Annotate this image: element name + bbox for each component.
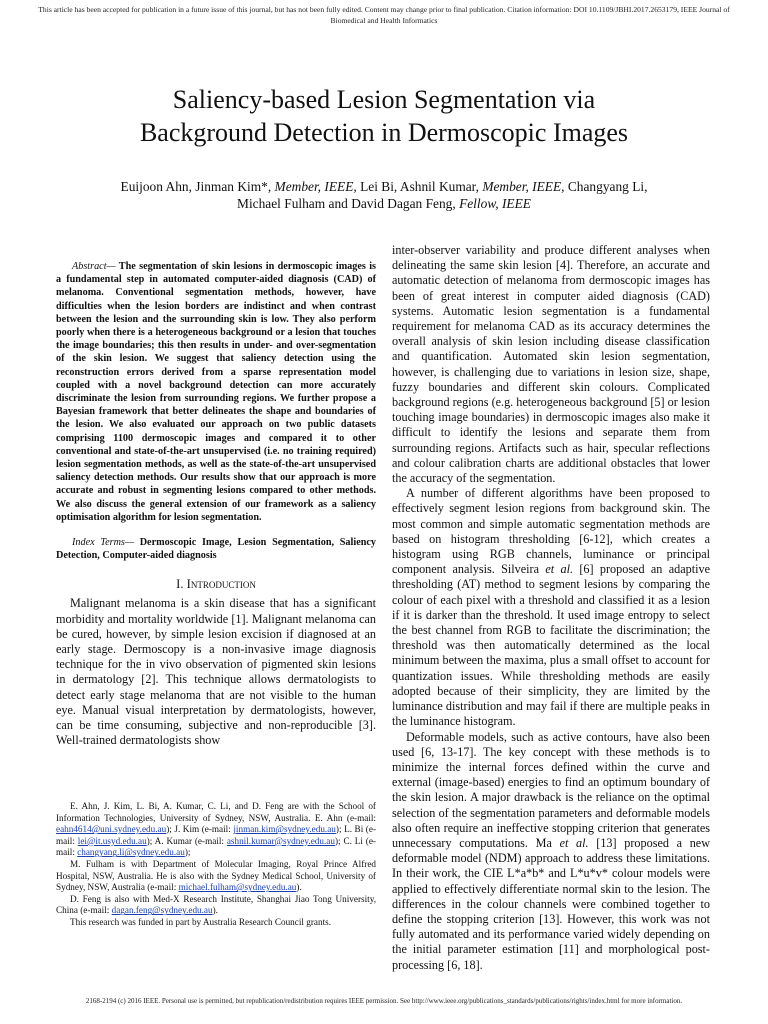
authors-text-2: Lei Bi, Ashnil Kumar, (360, 179, 479, 194)
abstract (56, 260, 376, 524)
left-column (56, 260, 376, 749)
abstract-label: Abstract— (72, 261, 116, 272)
index-terms-label: Index Terms— (72, 537, 134, 549)
paragraph-text: Deformable models, such as active contours, have also been used [6, 13-17]. The key concept with these methods is to minimize the internal forces defined within the curve and external (image-based) energies to find an optimum boundary of the skin lesion. A major drawback is the reliance on the optimal selection of the segmentation parameters and deformable models also often require an ineffective stopping criterion that generates unnecessary computations. Ma (392, 729, 710, 850)
journal-header-note: This article has been accepted for publication in a future issue of this journal, but has not been fully edited. Content may change prior to final publication. Citation information: DOI 10.1109/JBHI.2017.2653179, IEEE Journal of Biomedical and Health Informatics (38, 5, 730, 25)
right-column (392, 243, 710, 973)
paragraph-text: [13] proposed a new deformable model (NDM) approach to address these limitations. In their work, the CIE L*a*b* and L*u*v* colour models were applied to effectively differentiate normal skin to the lesion. The differences in the colour channels were combined together to define the stopping criterion [13]. However, this work was not fully automated and its performance varied widely depending on the initial parameter estimation [11] and morphological post-processing [6, 18]. (392, 835, 711, 972)
intro-paragraph-left: Malignant melanoma is a skin disease that has a significant morbidity and mortality worldwide [1]. Malignant melanoma can be cured, however, by simple lesion excision if diagnosed at an early stage. Dermoscopy is a non-invasive image diagnosis technique for the in vivo observation of pigmented skin lesions in dermatology [2]. This technique allows dermatologists to detect early stage melanoma that are not visible to the human eye. Manual visual interpretation by dermatologists, however, can be time consuming, subjective and non-reproducible [3]. Well-trained dermatologists show (56, 596, 376, 748)
authors-text-4: Michael Fulham and David Dagan Feng, (237, 196, 456, 211)
paper-title-line-2: Background Detection in Dermoscopic Images (139, 118, 629, 147)
email-link-li[interactable]: changyang.li@sydney.edu.au (77, 847, 185, 858)
footnote-text: E. Ahn, J. Kim, L. Bi, A. Kumar, C. Li, and D. Feng are with the School of Information Technologies, University of Sydney, NSW, Australia. E. Ahn (e-mail: (56, 801, 376, 823)
footnote-text: ); J. Kim (e-mail: (166, 824, 231, 835)
footnote-feng (56, 894, 376, 917)
intro-paragraph-right-1: inter-observer variability and produce different analyses when delineating the same skin lesion [4]. Therefore, an accurate and automatic detection of melanoma from dermoscopic images has been of great interest in computer aided diagnosis (CAD) systems. Automatic lesion segmentation is a fundamental requirement for melanoma CAD as its accuracy determines the overall analysis of skin lesion including disease classification and quantification. Automated skin lesion segmentation, however, is challenging due to variations in lesion size, shape, fuzzy boundaries and different skin colours. Complicated background regions (e.g. heterogeneous background [5] or lesion touching image boundaries) in dermoscopic images also make it difficult to identify the lesions and separate them from surrounding regions. Artifacts such as hair, specular reflections and colour calibration charts are additional obstacles that lower the accuracy of the segmentation. (392, 243, 710, 486)
footnote-text: ); L. Bi (e-mail: (56, 824, 377, 846)
author-line-2 (60, 195, 708, 212)
fellow-designation: Fellow, IEEE (459, 196, 531, 211)
abstract-text: The segmentation of skin lesions in dermoscopic images is a fundamental step in automated computer-aided diagnosis (CAD) of melanoma. Conventional segmentation methods, however, have difficulties when the lesion borders are indistinct and when contrast between the lesion and the surrounding skin is low. They also perform poorly when there is a heterogeneous background or a lesion that touches the image boundaries; this then results in under- and over-segmentation of the skin lesion. We suggest that saliency detection using the reconstruction errors derived from a sparse representation model coupled with a novel background detection can more accurately discriminate the lesion from surrounding regions. We further propose a Bayesian framework that better delineates the shape and boundaries of the lesion. We also evaluated our approach on two public datasets comprising 1100 dermoscopic images and compared it to other conventional and state-of-the-art unsupervised (i.e. no training required) lesion segmentation methods, as well as the state-of-the-art unsupervised saliency detection methods. Our results show that our approach is more accurate and robust in segmenting lesions compared to other methods. We also discuss the general extension of our framework as a saliency optimisation algorithm for lesion segmentation. (56, 261, 377, 523)
email-link-kim[interactable]: jinman.kim@sydney.edu.au (233, 824, 336, 835)
et-al-text: et al. (545, 562, 574, 577)
paragraph-text: A number of different algorithms have been proposed to effectively segment lesion regions from background skin. The most common and simple automatic segmentation methods are based on histogram thresholding [6-12], which creates a histogram using RGB channels, luminance or principal component analysis. Silveira (392, 486, 710, 577)
author-list (60, 178, 708, 212)
paper-title-line-1: Saliency-based Lesion Segmentation via (172, 85, 596, 114)
author-footnotes (56, 801, 376, 929)
intro-paragraph-right-3 (392, 730, 710, 973)
index-terms (56, 536, 376, 562)
footnote-text: ). (212, 905, 218, 916)
email-link-bi[interactable]: lei@it.usyd.edu.au (77, 835, 147, 846)
email-link-feng[interactable]: dagan.feng@sydney.edu.au (111, 905, 213, 916)
footnote-text: ); (184, 847, 191, 858)
footnote-text: ); C. Li (e-mail: (56, 835, 376, 858)
author-line-1 (60, 178, 708, 195)
footnote-text: M. Fulham is with Department of Molecular Imaging, Royal Prince Alfred Hospital, NSW, Australia. He is also with the Sydney Medical School, University of Sydney, NSW, Australia (e-mail: (56, 858, 376, 893)
footnote-text: D. Feng is also with Med-X Research Institute, Shanghai Jiao Tong University, China (e-mail: (56, 893, 376, 916)
footnote-text: ). (296, 882, 302, 893)
footnote-text: ); A. Kumar (e-mail: (146, 835, 224, 846)
copyright-footer: 2168-2194 (c) 2016 IEEE. Personal use is permitted, but republication/redistribution requires IEEE permission. See http://www.ieee.org/publications_standards/publications/rights/index.html for more information. (85, 997, 683, 1005)
email-link-kumar[interactable]: ashnil.kumar@sydney.edu.au (226, 835, 335, 846)
footnote-fulham (56, 859, 376, 894)
paper-title (40, 83, 728, 149)
member-designation-2: Member, IEEE, (482, 179, 565, 194)
authors-text-1: Euijoon Ahn, Jinman Kim*, (120, 179, 272, 194)
paragraph-text: [6] proposed an adaptive thresholding (AT) method to segment lesions by comparing the colour of each pixel with a threshold and classified it as a lesion if it is darker than the threshold. It used image entropy to select the best channel from RGB to facilitate the discrimination; the threshold was then automatically determined as the local minimum between the maxima, plus a small offset to account for quantization issues. While thresholding methods are easily adopted because of their simplicity, they are limited by the luminance distribution and may fail if there are multiple peaks in the luminance histogram. (392, 562, 710, 729)
member-designation-1: Member, IEEE, (274, 179, 357, 194)
section-heading-introduction: I. Introduction (176, 577, 256, 592)
footnote-funding: This research was funded in part by Australia Research Council grants. (70, 916, 331, 927)
email-link-ahn[interactable]: eahn4614@uni.sydney.edu.au (56, 824, 167, 835)
et-al-text: et al. (559, 835, 589, 850)
intro-paragraph-right-2 (392, 486, 710, 729)
email-link-fulham[interactable]: michael.fulham@sydney.edu.au (178, 882, 297, 893)
authors-text-3: Changyang Li, (567, 179, 648, 194)
index-terms-text: Dermoscopic Image, Lesion Segmentation, Saliency Detection, Computer-aided diagnosis (56, 537, 376, 562)
footnote-affiliations (56, 801, 376, 859)
